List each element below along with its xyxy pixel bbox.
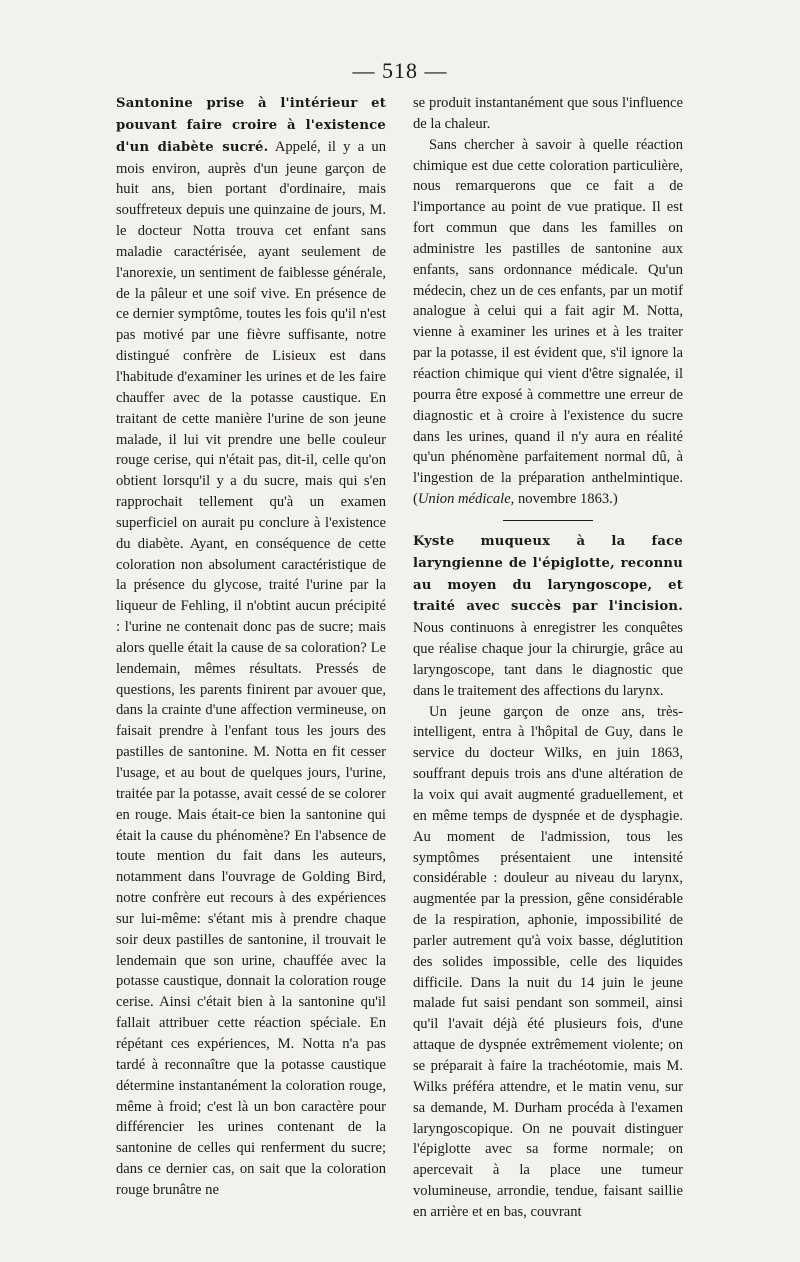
article-santonine: [116, 93, 386, 1201]
article-intro: Nous continuons à enregistrer les conquêtes que réalise chaque jour la chirurgie, grâce au laryngoscope, tant dans le diagnostic que dans le traitement des affections du larynx.: [413, 620, 683, 699]
continued-paragraph: se produit instantanément que sous l'influence de la chaleur.: [413, 95, 683, 132]
article-heading: Santonine prise à l'intérieur et pouvant faire croire à l'existence d'un diabète sucré.: [116, 96, 386, 155]
page-number: — 518 —: [352, 58, 448, 83]
right-column: [413, 93, 683, 1223]
article-heading: Kyste muqueux à la face laryngienne de l'épiglotte, reconnu au moyen du laryngoscope, et traité avec succès par l'incision.: [413, 533, 683, 615]
article-kyste: [413, 531, 683, 702]
section-separator: [503, 520, 593, 521]
left-column: [116, 93, 386, 1201]
paragraph: [413, 135, 683, 510]
source-title: Union médicale,: [417, 491, 515, 508]
paragraph: Un jeune garçon de onze ans, très-intelligent, entra à l'hôpital de Guy, dans le service du docteur Wilks, en juin 1863, souffrant depuis trois ans d'une altération de la voix qui avait augmenté graduellement, et en même temps de dyspnée et de dysphagie. Au moment de l'admission, tous les symptômes présentaient une intensité considérable : douleur au niveau du larynx, augmentée par la pression, gêne considérable de la respiration, aphonie, impossibilité de parler autrement qu'à voix basse, déglutition des solides impossible, celle des liquides difficile. Dans la nuit du 14 juin le jeune malade fut saisi pendant son sommeil, ainsi qu'il l'avait déjà été plusieurs fois, d'une attaque de dyspnée extrêmement violente; on se préparait à faire la trachéotomie, mais M. Wilks préféra attendre, et le matin venu, sur sa demande, M. Durham procéda à l'examen laryngoscopique. On ne pouvait distinguer l'épiglotte avec sa forme normale; on apercevait à la place une tumeur volumineuse, arrondie, tendue, faisant saillie en arrière et en bas, couvrant: [413, 703, 683, 1220]
article-body: Appelé, il y a un mois environ, auprès d'un jeune garçon de huit ans, bien portant d'ordinaire, mais souffreteux depuis une quinzaine de jours, M. le docteur Notta trouva cet enfant sans maladie caractérisée, ayant seulement de l'anorexie, un sentiment de faiblesse générale, de la pâleur et une soif vive. En présence de ce dernier symptôme, toutes les fois qu'il n'est pas motivé par une fièvre suffisante, notre distingué confrère de Lisieux est dans l'habitude d'examiner les urines et de les faire chauffer avec de la potasse caustique. En traitant de cette manière l'urine de son jeune malade, il lui vit prendre une belle couleur rouge cerise, qui n'était pas, dit-il, celle qu'on obtient lorsqu'il y a du sucre, mais qui s'en rapprochait tellement qu'à un examen superficiel on aurait pu conclure à l'existence du diabète. Ayant, en conséquence de cette coloration non absolument caractéristique de la présence du glycose, traité l'urine par la liqueur de Fehling, il n'obtint aucun précipité : l'urine ne contenait donc pas de sucre; mais alors quelle était la cause de sa coloration? Le lendemain, mêmes résultats. Pressés de questions, les parents finirent par avouer que, dans la crainte d'une affection vermineuse, on faisait prendre à l'enfant tous les jours des pastilles de santonine. M. Notta en fit cesser l'usage, et au bout de quelques jours, l'urine, traitée par la potasse, avait cessé de se colorer en rouge. Mais était-ce bien la santonine qui était la cause du phénomène? En l'absence de toute mention du fait dans les auteurs, notamment dans l'ouvrage de Golding Bird, notre confrère eut recours à des expériences sur lui-même: s'étant mis à prendre chaque soir deux pastilles de santonine, il trouvait le lendemain que son urine, chauffée avec la potasse caustique, donnait la coloration rouge cerise. Ainsi c'était bien à la santonine qu'il fallait attribuer cette réaction spéciale. En répétant ces expériences, M. Notta n'a pas tardé à reconnaître que la potasse caustique détermine instantanément la coloration rouge, même à froid; c'est là un bon caractère pour différencier les urines contenant de la santonine de celles qui renferment du sucre; dans ce dernier cas, on sait que la coloration rouge brunâtre ne: [116, 138, 386, 1198]
source-date: novembre 1863.): [514, 491, 618, 508]
paragraph-text: Sans chercher à savoir à quelle réaction chimique est due cette coloration particulière, nous remarquerons que ce fait a de l'importance au point de vue pratique. Il est fort commun que dans les familles on administre les pastilles de santonine aux enfants, sans ordonnance médicale. Qu'un médecin, chez un de ces enfants, par un motif analogue à celui qui a fait agir M. Notta, vienne à examiner les urines et à les traiter par la potasse, il est évident que, s'il ignore la réaction chimique qui vient d'être signalée, il pourra être exposé à commettre une erreur de diagnostic et à croire à l'existence du sucre dans les urines, quand il n'y aura en réalité qu'un phénomène parfaitement normal dû, à l'ingestion de la préparation anthelmintique. (: [413, 136, 683, 508]
